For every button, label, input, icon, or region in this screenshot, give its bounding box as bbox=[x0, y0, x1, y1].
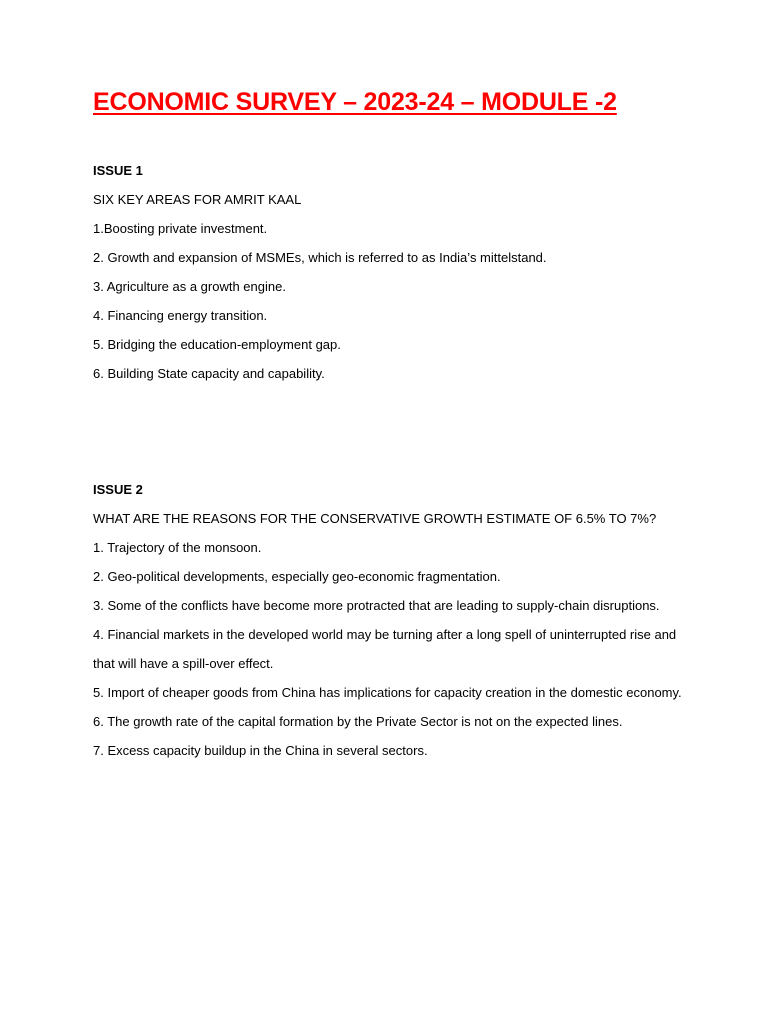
document-title: ECONOMIC SURVEY – 2023-24 – MODULE -2 bbox=[93, 88, 617, 116]
issue-1-label: ISSUE 1 bbox=[93, 163, 143, 178]
issue-2-item: that will have a spill-over effect. bbox=[93, 656, 274, 671]
issue-2-section bbox=[93, 480, 683, 770]
issue-2-item: 2. Geo-political developments, especially geo-economic fragmentation. bbox=[93, 569, 501, 584]
issue-2-item: 3. Some of the conflicts have become more protracted that are leading to supply-chain disruptions. bbox=[93, 598, 660, 613]
issue-1-section bbox=[93, 161, 683, 393]
issue-2-label: ISSUE 2 bbox=[93, 482, 143, 497]
issue-2-heading: WHAT ARE THE REASONS FOR THE CONSERVATIVE GROWTH ESTIMATE OF 6.5% TO 7%? bbox=[93, 511, 657, 526]
issue-1-item: 2. Growth and expansion of MSMEs, which is referred to as India’s mittelstand. bbox=[93, 250, 547, 265]
issue-2-item: 4. Financial markets in the developed world may be turning after a long spell of uninterrupted rise and bbox=[93, 627, 677, 642]
issue-2-item: 5. Import of cheaper goods from China has implications for capacity creation in the domestic economy. bbox=[93, 685, 682, 700]
issue-1-item: 6. Building State capacity and capability. bbox=[93, 366, 325, 381]
issue-2-item: 1. Trajectory of the monsoon. bbox=[93, 540, 262, 555]
issue-1-heading: SIX KEY AREAS FOR AMRIT KAAL bbox=[93, 192, 302, 207]
issue-1-item: 5. Bridging the education-employment gap. bbox=[93, 337, 341, 352]
issue-1-item: 3. Agriculture as a growth engine. bbox=[93, 279, 286, 294]
issue-1-item: 4. Financing energy transition. bbox=[93, 308, 268, 323]
issue-1-item: 1.Boosting private investment. bbox=[93, 221, 268, 236]
issue-2-item: 7. Excess capacity buildup in the China in several sectors. bbox=[93, 743, 428, 758]
issue-2-item: 6. The growth rate of the capital formation by the Private Sector is not on the expected lines. bbox=[93, 714, 623, 729]
